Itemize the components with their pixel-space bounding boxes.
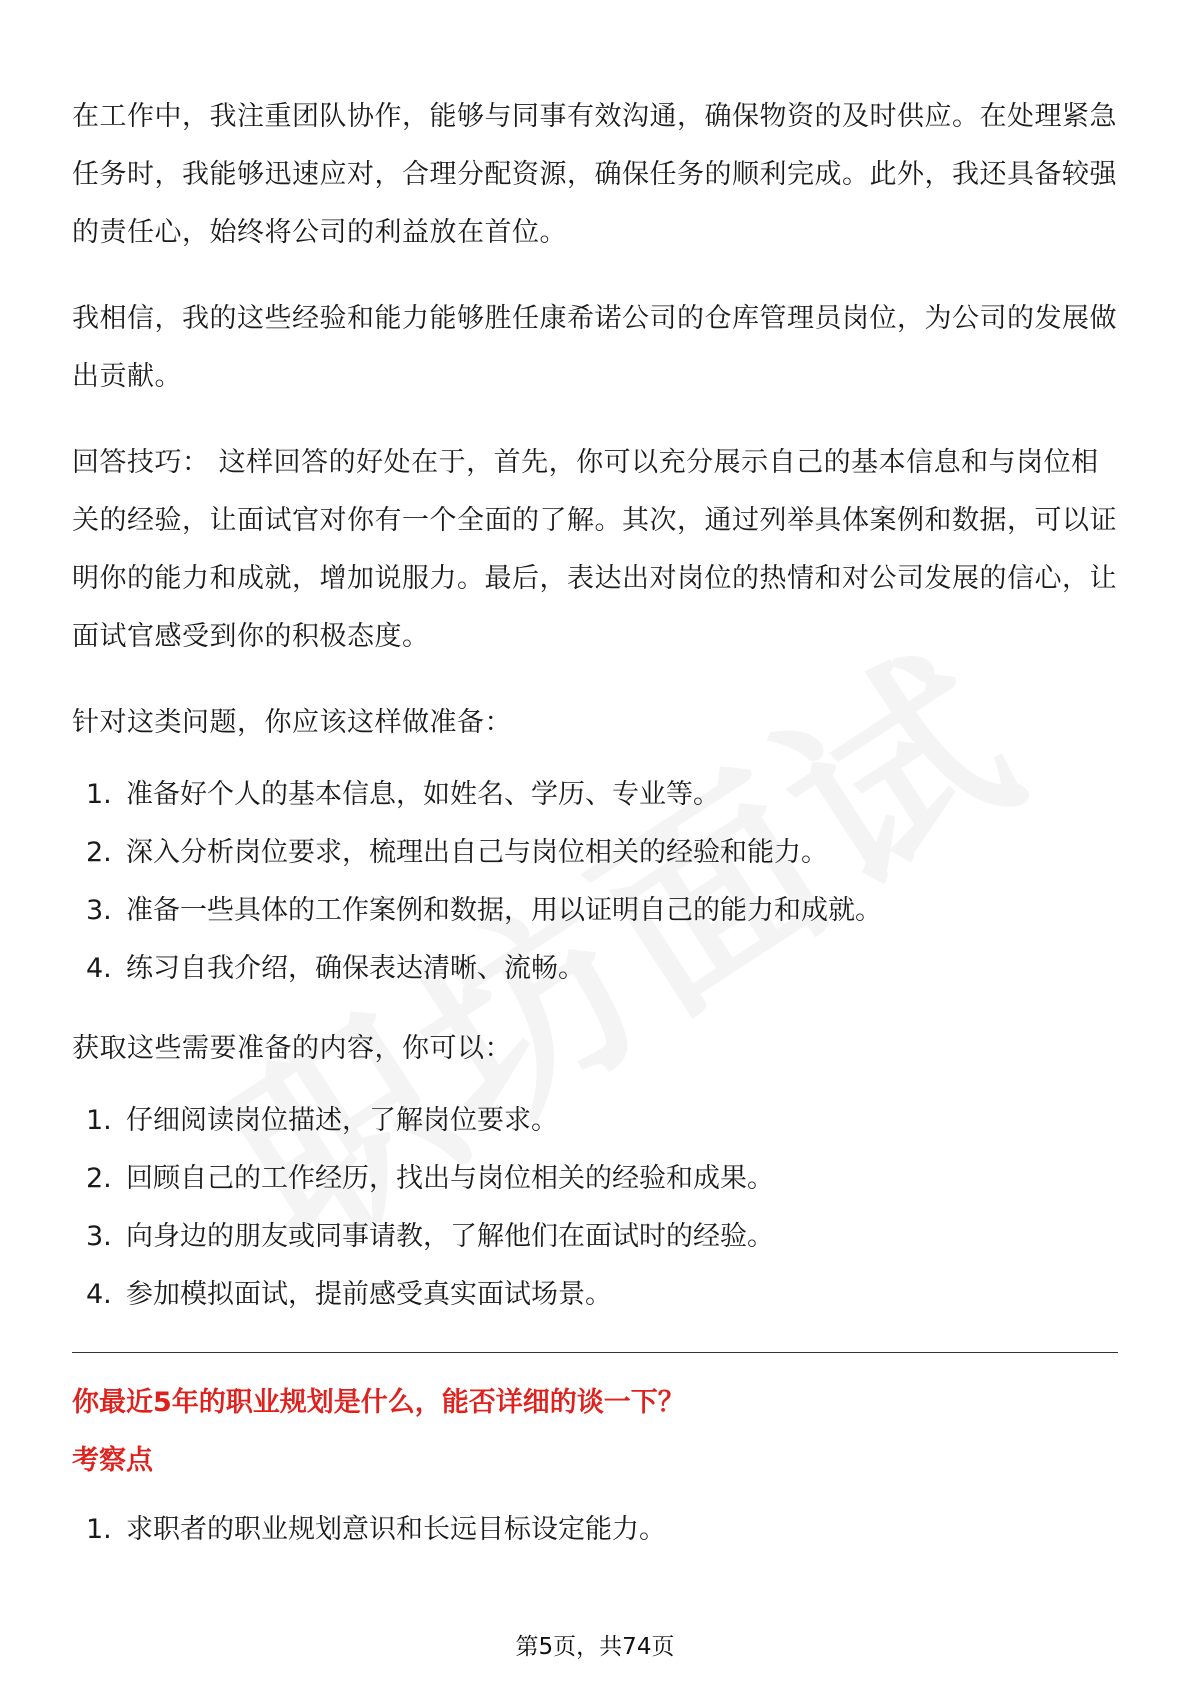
list-item-text: 深入分析岗位要求，梳理出自己与岗位相关的经验和能力。 bbox=[126, 837, 828, 868]
list-item-number: 3. bbox=[86, 895, 112, 926]
section-divider bbox=[72, 1352, 1118, 1353]
list-item-number: 2. bbox=[86, 837, 112, 868]
list-item-text: 向身边的朋友或同事请教，了解他们在面试时的经验。 bbox=[126, 1221, 774, 1252]
list-item bbox=[72, 1266, 1118, 1324]
list-item-text: 仔细阅读岗位描述，了解岗位要求。 bbox=[126, 1105, 558, 1136]
list-item-number: 1. bbox=[86, 1105, 112, 1136]
list-item-number: 2. bbox=[86, 1163, 112, 1194]
paragraph-gather-intro: 获取这些需要准备的内容，你可以： bbox=[72, 1033, 512, 1064]
paragraph-preparation-intro: 针对这类问题，你应该这样做准备： bbox=[72, 707, 512, 738]
preparation-list bbox=[72, 766, 1118, 998]
list-item-text: 求职者的职业规划意识和长远目标设定能力。 bbox=[126, 1514, 666, 1545]
list-item bbox=[72, 824, 1118, 882]
list-item bbox=[72, 1150, 1118, 1208]
question-title: 你最近5年的职业规划是什么，能否详细的谈一下？ bbox=[72, 1387, 685, 1418]
list-item-text: 准备好个人的基本信息，如姓名、学历、专业等。 bbox=[126, 779, 720, 810]
gather-list bbox=[72, 1092, 1118, 1324]
list-item-number: 4. bbox=[86, 953, 112, 984]
question-subtitle: 考察点 bbox=[72, 1445, 153, 1476]
list-item-number: 1. bbox=[86, 1514, 112, 1545]
paragraph-teamwork: 在工作中，我注重团队协作，能够与同事有效沟通，确保物资的及时供应。在处理紧急任务时，我能够迅速应对，合理分配资源，确保任务的顺利完成。此外，我还具备较强的责任心，始终将公司的利益放在首位。 bbox=[72, 101, 1117, 248]
list-item-number: 1. bbox=[86, 779, 112, 810]
list-item-text: 参加模拟面试，提前感受真实面试场景。 bbox=[126, 1279, 612, 1310]
list-item bbox=[72, 882, 1118, 940]
list-item bbox=[72, 940, 1118, 998]
paragraph-confidence: 我相信，我的这些经验和能力能够胜任康希诺公司的仓库管理员岗位，为公司的发展做出贡献。 bbox=[72, 303, 1117, 392]
list-item bbox=[72, 1501, 1118, 1559]
paragraph-answer-tips: 回答技巧： 这样回答的好处在于，首先，你可以充分展示自己的基本信息和与岗位相关的经验，让面试官对你有一个全面的了解。其次，通过列举具体案例和数据，可以证明你的能力和成就，增加说服力。最后，表达出对岗位的热情和对公司发展的信心，让面试官感受到你的积极态度。 bbox=[72, 447, 1117, 652]
list-item-text: 练习自我介绍，确保表达清晰、流畅。 bbox=[126, 953, 585, 984]
list-item bbox=[72, 766, 1118, 824]
list-item-number: 4. bbox=[86, 1279, 112, 1310]
assessment-list bbox=[72, 1501, 1118, 1559]
list-item-text: 准备一些具体的工作案例和数据，用以证明自己的能力和成就。 bbox=[126, 895, 882, 926]
page-number-footer: 第5页，共74页 bbox=[515, 1634, 675, 1660]
list-item-number: 3. bbox=[86, 1221, 112, 1252]
list-item bbox=[72, 1208, 1118, 1266]
list-item-text: 回顾自己的工作经历，找出与岗位相关的经验和成果。 bbox=[126, 1163, 774, 1194]
document-content bbox=[72, 88, 1118, 1587]
list-item bbox=[72, 1092, 1118, 1150]
